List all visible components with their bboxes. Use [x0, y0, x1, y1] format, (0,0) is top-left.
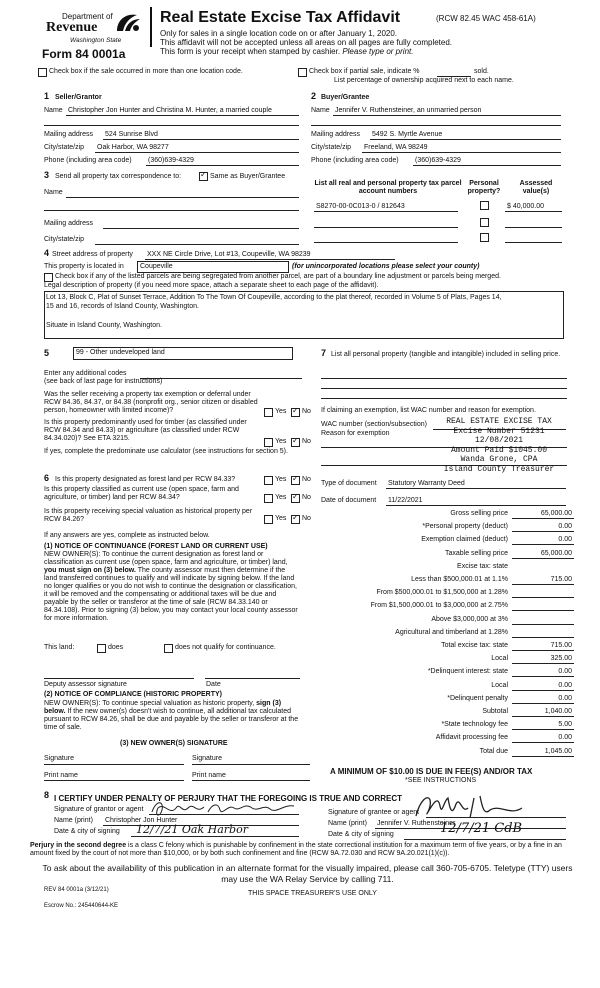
segregated-label: Check box if any of the listed parcels are being segregated from another parcel, are part of a boundary line adjustment or parcels being merged. — [55, 273, 501, 280]
tax-row-label: *Delinquent interest: state — [427, 668, 508, 676]
stamp-line-4: Amount Paid $1045.00 — [450, 445, 547, 455]
stamp-line-3: 12/08/2021 — [474, 436, 523, 446]
tax-row-label: From $1,500,000.01 to $3,000,000 at 2.75% — [370, 602, 508, 610]
buyer-phone-value: (360)639-4329 — [415, 157, 461, 164]
corr-name-field[interactable] — [66, 197, 299, 198]
land-use-value: 99 - Other undeveloped land — [76, 349, 165, 356]
s5-q2-yes-checkbox[interactable] — [264, 438, 273, 447]
s6-q3-no-label: No — [302, 515, 311, 522]
tax-row-label: Excise tax: state — [457, 562, 508, 570]
s5-q1-yes-label: Yes — [275, 408, 287, 415]
tax-row-field[interactable] — [512, 628, 574, 638]
minimum-due-note: A MINIMUM OF $10.00 IS DUE IN FEE(S) AND/OR TAX — [330, 767, 533, 776]
section-7-number: 7 — [321, 348, 327, 358]
personal-property-field-2[interactable] — [321, 388, 567, 389]
personal-property-field-3[interactable] — [321, 398, 567, 399]
s6-question-3: Is this property receiving special valuation as historical property per RCW 84.26? — [44, 508, 253, 524]
owner-print-field-1[interactable] — [44, 780, 184, 781]
tax-row-label: Local — [491, 681, 508, 689]
stamp-line-2: Excise Number 51231 — [453, 426, 545, 436]
s6-q1-no-label: No — [302, 476, 311, 483]
tax-row-label: Above $3,000,000 at 3% — [431, 615, 508, 623]
form-number: Form 84 0001a — [42, 47, 126, 61]
owner-signature-label-2: Signature — [192, 755, 222, 762]
alt-format-notice: To ask about the availability of this publication in an alternate format for the visually impaired, please call 360-705-6705. Teletype (TTY) users may use the WA Relay Service by calling 711. — [42, 863, 573, 884]
buyer-phone-label: Phone (including area code) — [311, 157, 399, 164]
grantee-sig-label: Signature of grantee or agent — [328, 809, 420, 816]
s6-q2-yes-label: Yes — [275, 494, 287, 501]
tax-row-value: 65,000.00 — [540, 549, 572, 557]
tax-row-label: From $500,000.01 to $1,500,000 at 1.28% — [376, 589, 508, 597]
section-1-number: 1 — [44, 91, 50, 101]
owner-print-label-1: Print name — [44, 772, 78, 779]
notice-2-body-b: sign (3) below. — [44, 700, 282, 716]
section-6-number: 6 — [44, 473, 50, 483]
owner-signature-field-2[interactable] — [192, 764, 310, 765]
same-as-buyer-checkbox[interactable] — [199, 172, 208, 181]
notice-1-title: (1) NOTICE OF CONTINUANCE (FOREST LAND OR CURRENT USE) — [44, 543, 268, 550]
s6-q1-yes-checkbox[interactable] — [264, 476, 273, 485]
corr-city-field[interactable] — [95, 244, 299, 245]
partial-sold-label: sold. — [474, 68, 489, 75]
buyer-name-value: Jennifer V. Ruthensteiner, an unmarried person — [335, 107, 482, 114]
grantor-name-value: Christopher Jon Hunter — [105, 817, 178, 824]
s7-text: List all personal property (tangible and intangible) included in selling price. — [331, 351, 561, 358]
buyer-city-value: Freeland, WA 98249 — [364, 144, 428, 151]
seller-name-value: Christopher Jon Hunter and Christina M. Hunter, a married couple — [68, 107, 272, 114]
header-divider — [150, 7, 152, 47]
tax-row-label: Agricultural and timberland at 1.28% — [395, 628, 508, 636]
owner-signature-label-1: Signature — [44, 755, 74, 762]
perjury-body: is a class C felony which is punishable by confinement in the state correctional institution for a maximum term of five years, or by a fine in an amount fixed by the court of not more than $10,000, or by both such confinement and fine (RCW 9A.72.030 and RCW 9A.20.021(1)(c)). — [30, 842, 562, 858]
header-line-3-text: This form is your receipt when stamped by cashier. — [160, 47, 341, 56]
buyer-mailing-value: 5492 S. Myrtle Avenue — [372, 131, 443, 138]
tax-row-field[interactable] — [512, 601, 574, 611]
treasurer-stamp — [440, 417, 558, 475]
s5-question-2: Is this property predominantly used for timber (as classified under RCW 84.34 and 84.33) or agriculture (as classified under RCW 84.34.020)? See ETA 3215. — [44, 419, 247, 443]
notice-3-title: (3) NEW OWNER(S) SIGNATURE — [120, 740, 228, 747]
tax-row-value: 65,000.00 — [540, 510, 572, 517]
legal-line-1: Lot 13, Block C, Plat of Sunset Terrace, Addition To The Town Of Coupeville, according to the plat thereof, recorded in Volume 5 of Plats, Pages 14, — [46, 294, 502, 301]
seller-city-label: City/state/zip — [44, 144, 85, 151]
tax-row-value: 715.00 — [550, 576, 572, 583]
s5-q2-yes-label: Yes — [275, 438, 287, 445]
dept-top-text: Department of — [62, 12, 113, 21]
located-value: Coupeville — [140, 263, 173, 270]
partial-sale-checkbox[interactable] — [298, 68, 307, 77]
notice-2-body-a: NEW OWNER(S): To continue special valuation as historic property, — [44, 700, 257, 707]
tax-row-value: 325.00 — [550, 655, 572, 663]
tax-row-label: Affidavit processing fee — [435, 734, 508, 742]
s6-q3-yes-label: Yes — [275, 515, 287, 522]
parcel-row-3-personal-checkbox[interactable] — [480, 233, 489, 242]
notice-1-body — [44, 551, 300, 623]
legal-line-2: 15 and 16, records of Island County, Washington. — [46, 303, 199, 310]
tax-row-value: 0.00 — [558, 536, 572, 544]
escrow-number: Escrow No.: 245440644-KE — [44, 903, 119, 909]
land-does-label: does — [108, 644, 124, 651]
reason-label: Reason for exemption — [321, 430, 390, 437]
partial-sale-label: Check box if partial sale, indicate % — [309, 68, 420, 75]
tax-row-value: 0.00 — [558, 734, 572, 742]
located-label: This property is located in — [44, 263, 124, 270]
buyer-name-line-2 — [311, 125, 561, 126]
s5-q2-no-label: No — [302, 438, 311, 445]
s5-q1-yes-checkbox[interactable] — [264, 408, 273, 417]
additional-codes-note: (see back of last page for instructions) — [44, 378, 163, 385]
section-2-number: 2 — [311, 91, 317, 101]
header-line-2: This affidavit will not be accepted unless all areas on all pages are fully completed. — [160, 38, 453, 47]
grantor-date-label: Date & city of signing — [54, 828, 120, 835]
buyer-mailing-label: Mailing address — [311, 131, 361, 138]
notice-1-body-b: you must sign on (3) below. — [44, 567, 136, 575]
deputy-date-field[interactable] — [205, 678, 300, 679]
s6-q3-yes-checkbox[interactable] — [264, 515, 273, 524]
tax-row-value: 0.00 — [558, 523, 572, 531]
deputy-signature-label: Deputy assessor signature — [44, 681, 127, 688]
perjury-heading: Perjury in the second degree — [30, 842, 127, 849]
dept-name: Revenue — [46, 20, 98, 35]
tax-row-field[interactable] — [512, 588, 574, 598]
wac-label: WAC number (section/subsection) — [321, 421, 427, 428]
s5-question-1: Was the seller receiving a property tax exemption or deferral under RCW 84.36, 84.37, or 84.38 (nonprofit org., senior citizen or disabled person, homeowner with limited income)? — [44, 391, 258, 415]
notice-1-body-a: NEW OWNER(S): To continue the current designation as forest land or classification as current use (open space, farm and agriculture, or timber) land, — [44, 551, 288, 567]
buyer-heading: Buyer/Grantee — [321, 94, 370, 101]
section-8-number: 8 — [44, 790, 50, 800]
this-land-label: This land: — [44, 644, 75, 651]
section-3-number: 3 — [44, 170, 50, 180]
stamp-line-6: Island County Treasurer — [443, 464, 555, 474]
tax-row-label: *Delinquent penalty — [447, 694, 508, 702]
buyer-city-label: City/state/zip — [311, 144, 352, 151]
tax-row-label: Less than $500,000.01 at 1.1% — [411, 576, 508, 583]
seller-mailing-label: Mailing address — [44, 131, 94, 138]
street-label: Street address of property — [52, 251, 133, 258]
stamp-line-5: Wanda Grone, CPA — [460, 455, 538, 465]
parcel-row-1-value: S8270-00-0C013-0 / 812643 — [316, 203, 405, 210]
tax-row-label: Total due — [479, 747, 508, 755]
deputy-date-label: Date — [206, 681, 221, 688]
tax-row-value: 0.00 — [558, 668, 572, 676]
legal-line-3: Situate in Island County, Washington. — [46, 322, 162, 329]
form-title: Real Estate Excise Tax Affidavit — [160, 9, 401, 26]
parcel-row-2-field[interactable] — [314, 227, 458, 228]
located-note: (for unincorporated locations please select your county) — [292, 263, 480, 270]
multi-location-label: Check box if the sale occurred in more than one location code. — [49, 68, 243, 75]
grantor-sig-label: Signature of grantor or agent — [54, 806, 144, 813]
parcel-row-1-assessed-value: $ 40,000.00 — [507, 203, 544, 210]
notice-1-body-c: The county assessor must then determine if the land transferred continues to qualify and will indicate by signing below. If the land no longer qualifies or you do not wish to continue the designation or classification, it will be removed and the compensating or additional taxes will be due and payable by the seller or transferor at the time of sale (RCW 84.33.140 or 84.34.108). Prior to signing (3) below, you may contact your local county assessor for more information. — [44, 567, 298, 623]
header-line-3-italic: Please type or print. — [342, 47, 414, 56]
doc-date-label: Date of document — [321, 497, 377, 504]
s5-q1-no-checkbox[interactable] — [291, 408, 300, 417]
tax-row-field[interactable] — [512, 615, 574, 625]
assessed-value-col-header: Assessed value(s) — [519, 180, 553, 196]
tax-row-label: *Personal property (deduct) — [422, 523, 508, 531]
stamp-line-1: REAL ESTATE EXCISE TAX — [446, 417, 552, 426]
doc-type-value: Statutory Warranty Deed — [388, 480, 465, 487]
legal-label: Legal description of property (if you need more space, attach a separate sheet to each page of the affidavit). — [44, 282, 379, 289]
personal-property-field-1[interactable] — [321, 378, 567, 379]
buyer-name-label: Name — [311, 107, 330, 114]
tax-row-label: Taxable selling price — [444, 549, 508, 557]
street-value: XXX NE Circle Drive, Lot #13, Coupeville, WA 98239 — [147, 251, 311, 258]
owner-print-field-2[interactable] — [192, 780, 310, 781]
seller-mailing-value: 524 Sunrise Blvd — [105, 131, 158, 138]
header-line-1: Only for sales in a single location code on or after January 1, 2020. — [160, 29, 398, 38]
corr-name-label: Name — [44, 189, 63, 196]
owner-signature-field-1[interactable] — [44, 764, 184, 765]
grantee-name-label: Name (print) — [328, 820, 367, 827]
parcel-row-1-personal-checkbox[interactable] — [480, 201, 489, 210]
header-line-3 — [160, 47, 413, 56]
corr-city-label: City/state/zip — [44, 236, 85, 243]
seller-name-label: Name — [44, 107, 63, 114]
doc-date-value: 11/22/2021 — [388, 497, 423, 504]
exemption-label: If claiming an exemption, list WAC number and reason for exemption. — [321, 407, 536, 414]
tax-row-value: 5.00 — [558, 721, 572, 729]
tax-row-value: 0.00 — [558, 681, 572, 689]
tax-row-value: 1,040.00 — [544, 708, 572, 715]
tax-row-label: Gross selling price — [450, 510, 508, 517]
correspondence-text: Send all property tax correspondence to: — [55, 173, 182, 180]
corr-name-line-2 — [44, 210, 299, 211]
same-as-buyer-label: Same as Buyer/Grantee — [210, 173, 286, 180]
s5-q2-no-checkbox[interactable] — [291, 438, 300, 447]
corr-mailing-field[interactable] — [103, 228, 299, 229]
land-does-not-label: does not qualify for continuance. — [175, 644, 276, 651]
tax-row-value: 0.00 — [558, 694, 572, 702]
seller-name-line-2 — [44, 125, 299, 126]
s6-q2-no-checkbox[interactable] — [291, 494, 300, 503]
form-rcw: (RCW 82.45 WAC 458-61A) — [436, 14, 536, 23]
tax-row-label: *State technology fee — [441, 721, 508, 729]
parcel-row-3-assessed-field[interactable] — [505, 242, 562, 243]
partial-note: List percentage of ownership acquired next to each name. — [334, 77, 514, 84]
notice-2-title: (2) NOTICE OF COMPLIANCE (HISTORIC PROPERTY) — [44, 691, 222, 698]
section-5-number: 5 — [44, 348, 50, 358]
tax-row-label: Total excise tax: state — [441, 642, 508, 649]
owner-print-label-2: Print name — [192, 772, 226, 779]
tax-row-value: 715.00 — [550, 642, 572, 649]
segregated-checkbox[interactable] — [44, 273, 53, 282]
notice-2-body — [44, 700, 300, 732]
corr-mailing-label: Mailing address — [44, 220, 94, 227]
multi-location-checkbox[interactable] — [38, 68, 47, 77]
grantee-name-value: Jennifer V. Ruthensteiner — [377, 820, 456, 827]
s5-q2-note: If yes, complete the predominate use calculator (see instructions for section 5). — [44, 448, 288, 455]
doc-type-label: Type of document — [321, 480, 377, 487]
dept-state: Washington State — [70, 37, 122, 44]
s6-q3-no-checkbox[interactable] — [291, 515, 300, 524]
see-instructions-note: *SEE INSTRUCTIONS — [405, 777, 477, 784]
notice-2-body-c: If the new owner(s) doesn't wish to continue, all additional tax calculated pursuant to RCW 84.26, shall be due and payable by the seller or transferor at the time of sale. — [44, 708, 299, 732]
grantor-date-value: 12/7/21 Oak Harbor — [136, 823, 248, 836]
parcel-row-2-personal-checkbox[interactable] — [480, 218, 489, 227]
seller-phone-value: (360)639-4329 — [148, 157, 194, 164]
grantee-date-value: 12/7/21 CdB — [440, 821, 523, 836]
tax-row-value: 1,045.00 — [544, 747, 572, 755]
s6-q1-no-checkbox[interactable] — [291, 476, 300, 485]
revenue-logo — [113, 11, 143, 40]
parcel-row-3-field[interactable] — [314, 242, 458, 243]
s6-q2-no-label: No — [302, 494, 311, 501]
seller-phone-label: Phone (including area code) — [44, 157, 132, 164]
tax-row-label: Local — [491, 655, 508, 663]
additional-codes-label: Enter any additional codes — [44, 370, 127, 377]
grantee-date-label: Date & city of signing — [328, 831, 394, 838]
s6-q1-yes-label: Yes — [275, 476, 287, 483]
parcel-col-header: List all real and personal property tax parcel account numbers — [314, 180, 462, 196]
revision-number: REV 84 0001a (3/12/21) — [44, 887, 109, 893]
s6-answer-note: If any answers are yes, complete as instructed below. — [44, 532, 210, 539]
personal-property-col-header: Personal property? — [467, 180, 501, 196]
tax-row-label: Exemption claimed (deduct) — [421, 536, 508, 544]
certify-text: I CERTIFY UNDER PENALTY OF PERJURY THAT THE FOREGOING IS TRUE AND CORRECT — [54, 794, 403, 803]
parcel-row-2-assessed-field[interactable] — [505, 227, 562, 228]
deputy-signature-field[interactable] — [44, 678, 194, 679]
seller-city-value: Oak Harbor, WA 98277 — [97, 144, 169, 151]
section-4-number: 4 — [44, 248, 50, 258]
s6-q2-yes-checkbox[interactable] — [264, 494, 273, 503]
grantor-name-label: Name (print) — [54, 817, 93, 824]
perjury-notice — [30, 842, 585, 858]
additional-codes-field[interactable] — [140, 378, 302, 379]
tax-row-label: Subtotal — [482, 708, 508, 715]
s5-q1-no-label: No — [302, 408, 311, 415]
seller-heading: Seller/Grantor — [55, 94, 102, 101]
s6-question-2: Is this property classified as current use (open space, farm and agriculture, or timber) land per RCW 84.34? — [44, 486, 239, 502]
s6-question-1: Is this property designated as forest land per RCW 84.33? — [55, 476, 236, 483]
treasurer-use-only: THIS SPACE TREASURER'S USE ONLY — [248, 890, 377, 897]
